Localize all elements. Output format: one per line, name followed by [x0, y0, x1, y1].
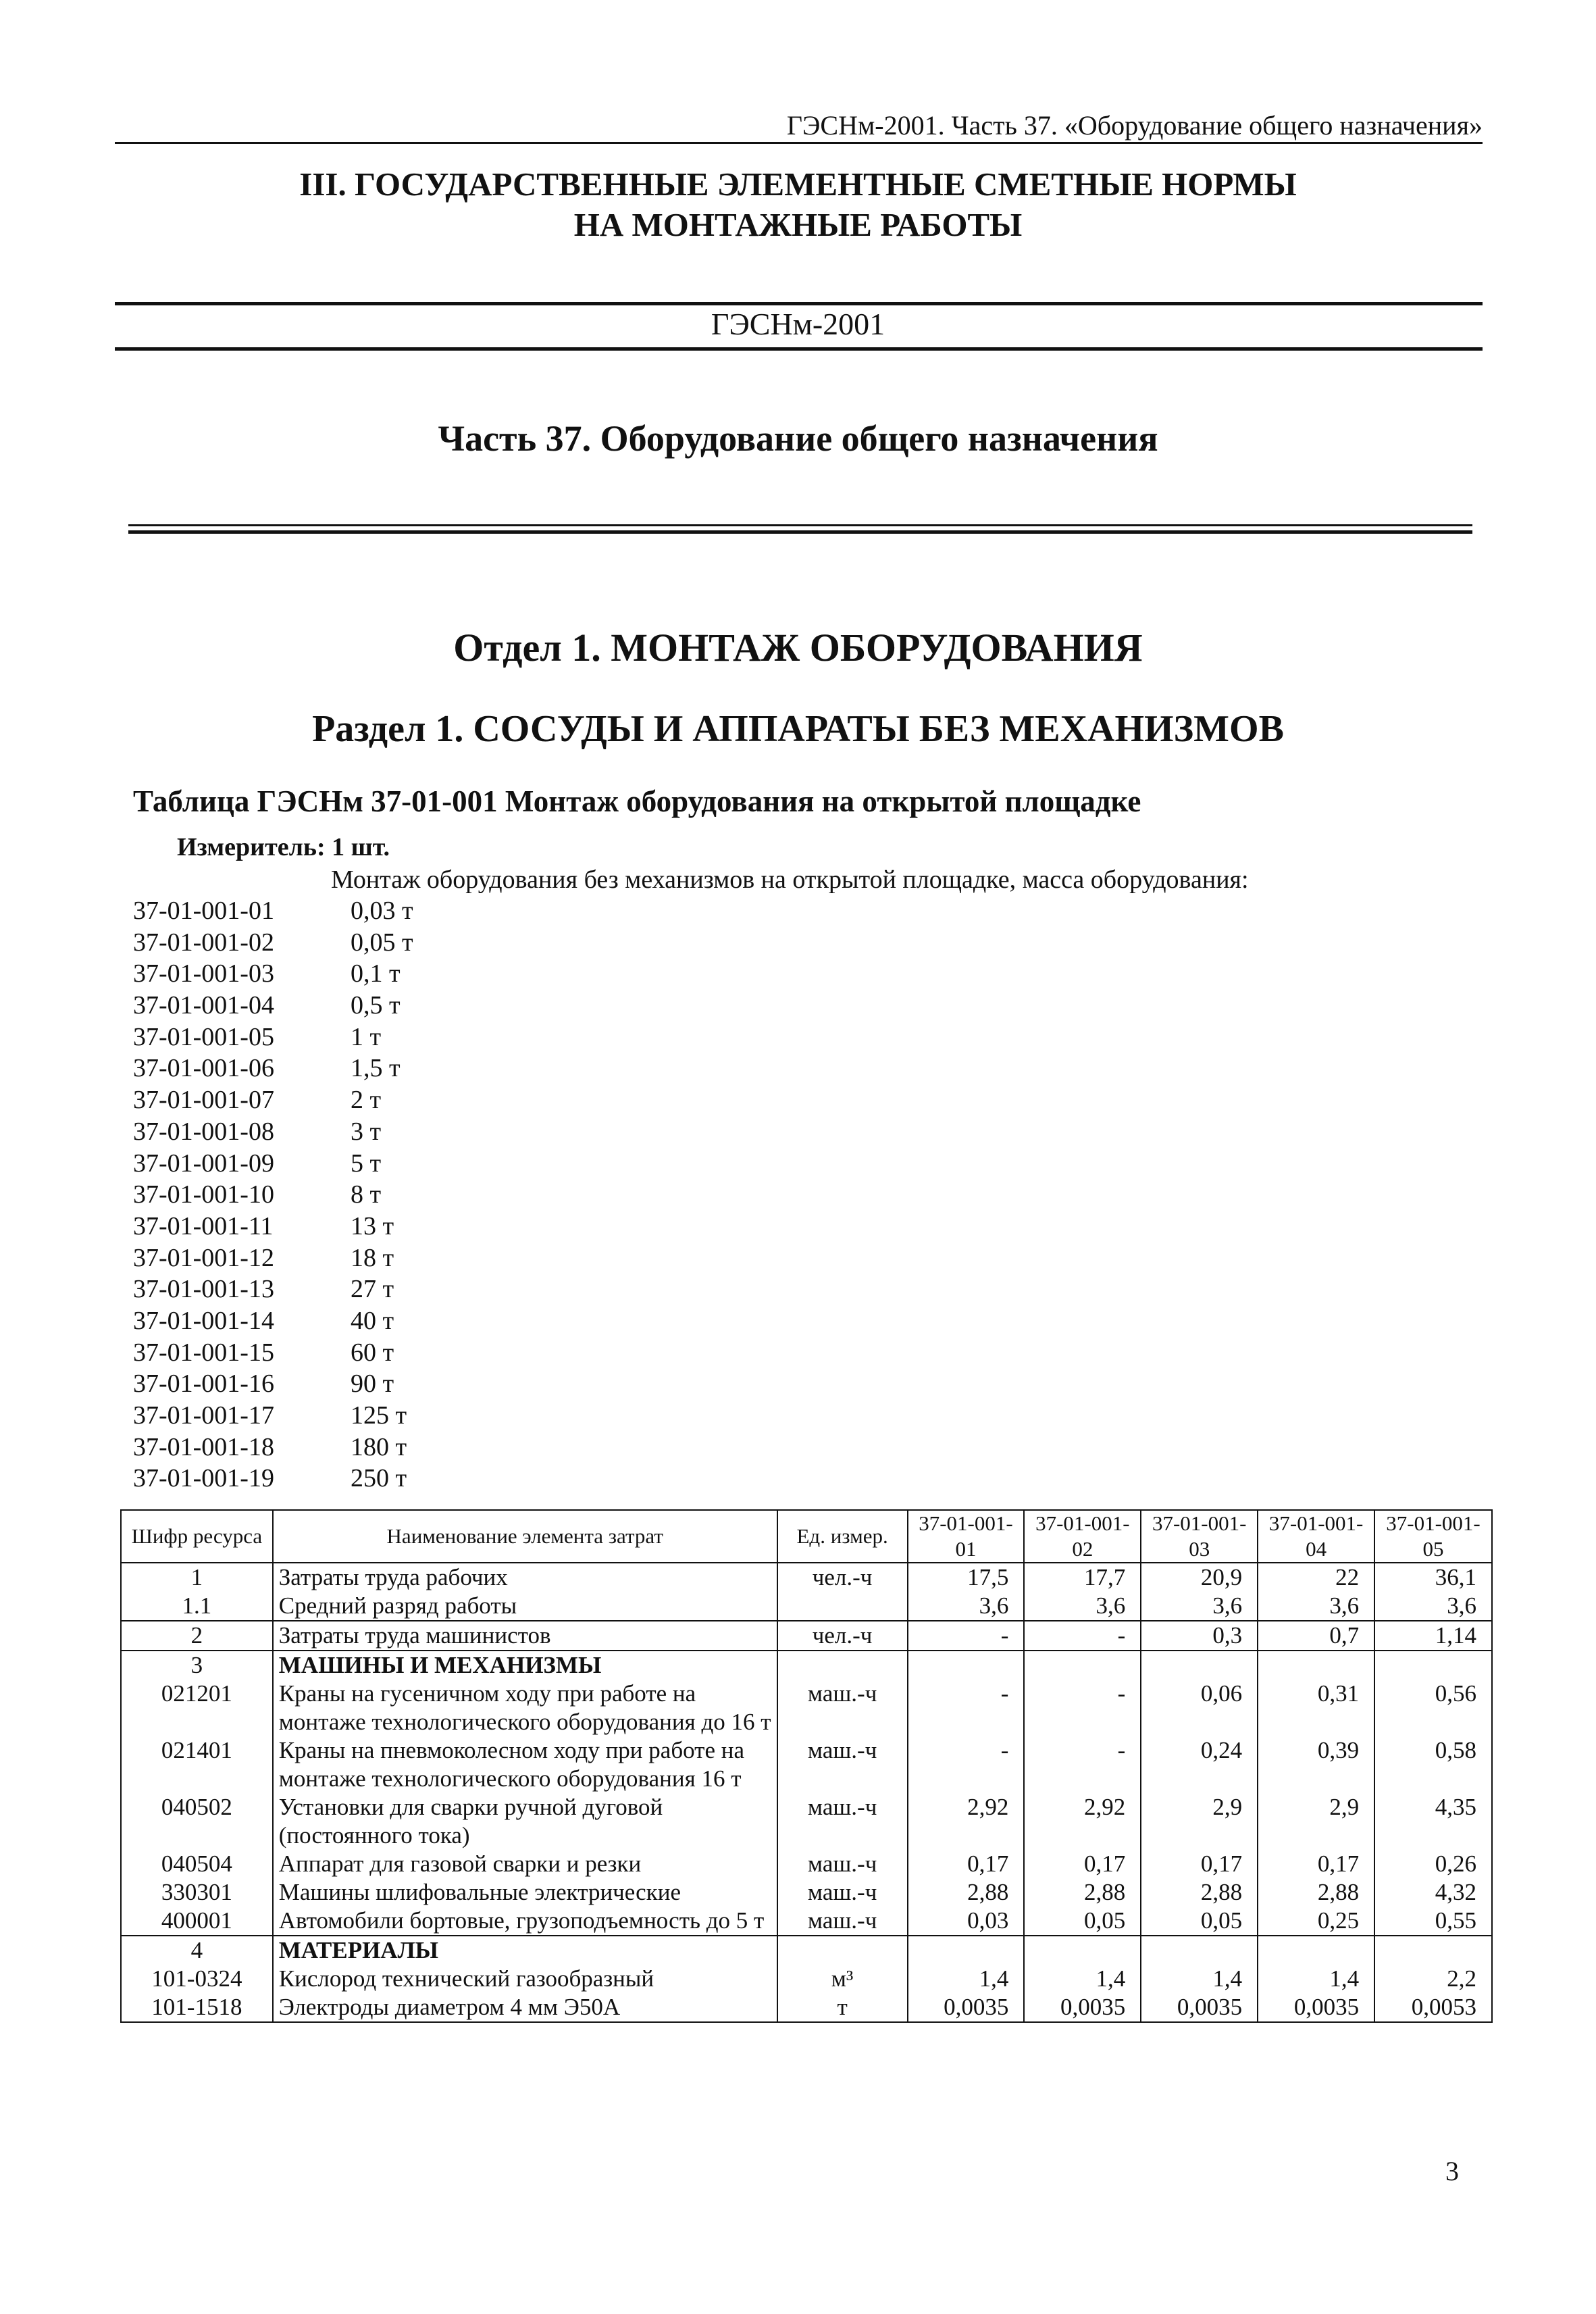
cell-value: 0,56 [1374, 1680, 1492, 1736]
cell-value: 22 [1258, 1563, 1374, 1592]
cell-unit [777, 1936, 908, 1965]
code-list-item [133, 1305, 413, 1337]
code-list [133, 895, 413, 1494]
code-id: 37-01-001-08 [133, 1117, 274, 1146]
cell-name: Затраты труда машинистов [273, 1621, 777, 1651]
cell-unit: маш.-ч [777, 1793, 908, 1850]
cell-name: Краны на пневмоколесном ходу при работе на монтаже технологического оборудования 16 т [273, 1736, 777, 1793]
code-id: 37-01-001-17 [133, 1401, 274, 1430]
cell-code: 1 [121, 1563, 273, 1592]
cell-value: 17,5 [908, 1563, 1025, 1592]
cell-value: 0,3 [1141, 1621, 1258, 1651]
cell-code: 4 [121, 1936, 273, 1965]
cell-unit: чел.-ч [777, 1621, 908, 1651]
table-row [121, 1736, 1492, 1793]
code-id: 37-01-001-19 [133, 1464, 274, 1493]
code-id: 37-01-001-14 [133, 1306, 274, 1335]
cell-value: 0,55 [1374, 1907, 1492, 1936]
cell-value [1141, 1936, 1258, 1965]
code-list-item [133, 1084, 413, 1116]
code-mass: 1,5 т [351, 1054, 401, 1083]
code-list-item [133, 1400, 413, 1432]
cell-unit: маш.-ч [777, 1736, 908, 1793]
code-mass: 250 т [351, 1464, 407, 1493]
cell-value: 0,0035 [908, 1993, 1025, 2022]
cell-name: Машины шлифовальные электрические [273, 1878, 777, 1907]
code-mass: 3 т [351, 1117, 382, 1146]
header-col-5: 37-01-001-05 [1374, 1510, 1492, 1563]
cell-value: 0,17 [1024, 1850, 1141, 1878]
header-code: Шифр ресурса [121, 1510, 273, 1563]
cell-value: 0,05 [1024, 1907, 1141, 1936]
code-list-item [133, 1274, 413, 1305]
cell-code: 1.1 [121, 1592, 273, 1621]
cell-value [1024, 1651, 1141, 1680]
cell-value: 0,26 [1374, 1850, 1492, 1878]
code-list-item [133, 1022, 413, 1053]
cell-value [1258, 1936, 1374, 1965]
code-id: 37-01-001-09 [133, 1149, 274, 1178]
code-mass: 18 т [351, 1243, 394, 1272]
cell-value: 1,4 [1141, 1965, 1258, 1993]
code-id: 37-01-001-04 [133, 991, 274, 1020]
cell-value: 0,0035 [1024, 1993, 1141, 2022]
header-col-4: 37-01-001-04 [1258, 1510, 1374, 1563]
description: Монтаж оборудования без механизмов на открытой площадке, масса оборудования: [331, 865, 1249, 894]
cell-value: - [908, 1621, 1025, 1651]
cell-value: 3,6 [1258, 1592, 1374, 1621]
cell-value: - [1024, 1680, 1141, 1736]
cell-unit: т [777, 1993, 908, 2022]
cell-name: Аппарат для газовой сварки и резки [273, 1850, 777, 1878]
code-id: 37-01-001-05 [133, 1022, 274, 1051]
cell-code: 101-1518 [121, 1993, 273, 2022]
code-list-item [133, 1116, 413, 1148]
cell-value: 0,58 [1374, 1736, 1492, 1793]
table-row [121, 1651, 1492, 1680]
cell-value: 2,92 [1024, 1793, 1141, 1850]
code-id: 37-01-001-12 [133, 1243, 274, 1272]
cell-value: 0,25 [1258, 1907, 1374, 1936]
code-list-item [133, 1148, 413, 1180]
table-row [121, 1592, 1492, 1621]
cell-value: 1,4 [908, 1965, 1025, 1993]
cell-value [908, 1651, 1025, 1680]
cell-value [908, 1936, 1025, 1965]
cell-unit [777, 1592, 908, 1621]
cell-unit: маш.-ч [777, 1850, 908, 1878]
code-list-item [133, 1179, 413, 1211]
cell-code: 2 [121, 1621, 273, 1651]
cell-value: 0,17 [908, 1850, 1025, 1878]
cell-value: 0,17 [1258, 1850, 1374, 1878]
razdel-title: Раздел 1. СОСУДЫ И АППАРАТЫ БЕЗ МЕХАНИЗМОВ [312, 708, 1284, 750]
cell-code: 021401 [121, 1736, 273, 1793]
cell-value: 3,6 [1374, 1592, 1492, 1621]
code-id: 37-01-001-18 [133, 1432, 274, 1461]
code-title: ГЭСНм-2001 [711, 307, 885, 341]
code-list-item [133, 1211, 413, 1242]
cell-unit [777, 1651, 908, 1680]
cell-value: 1,14 [1374, 1621, 1492, 1651]
cell-unit: чел.-ч [777, 1563, 908, 1592]
cell-value: 0,0035 [1258, 1993, 1374, 2022]
cell-value: 4,35 [1374, 1793, 1492, 1850]
code-mass: 8 т [351, 1180, 382, 1209]
cell-name: МАТЕРИАЛЫ [273, 1936, 777, 1965]
cell-value: 0,31 [1258, 1680, 1374, 1736]
code-list-item [133, 1463, 413, 1494]
cell-name: МАШИНЫ И МЕХАНИЗМЫ [273, 1651, 777, 1680]
code-id: 37-01-001-15 [133, 1338, 274, 1367]
cell-unit: маш.-ч [777, 1907, 908, 1936]
header-unit: Ед. измер. [777, 1510, 908, 1563]
code-id: 37-01-001-06 [133, 1054, 274, 1083]
code-title-rule-top [115, 302, 1483, 305]
code-mass: 27 т [351, 1275, 394, 1304]
cell-value: 2,9 [1258, 1793, 1374, 1850]
code-id: 37-01-001-07 [133, 1086, 274, 1115]
code-id: 37-01-001-11 [133, 1211, 274, 1240]
department-title: Отдел 1. МОНТАЖ ОБОРУДОВАНИЯ [453, 626, 1143, 670]
cell-value [1024, 1936, 1141, 1965]
cell-value: 0,39 [1258, 1736, 1374, 1793]
cell-value: 1,4 [1258, 1965, 1374, 1993]
code-mass: 5 т [351, 1149, 382, 1178]
code-list-item [133, 895, 413, 927]
code-mass: 0,5 т [351, 991, 401, 1020]
cell-value: 4,32 [1374, 1878, 1492, 1907]
cell-value: 0,0035 [1141, 1993, 1258, 2022]
code-mass: 13 т [351, 1211, 394, 1240]
code-list-item [133, 1368, 413, 1400]
cell-unit: маш.-ч [777, 1680, 908, 1736]
cell-value: 17,7 [1024, 1563, 1141, 1592]
code-mass: 0,1 т [351, 959, 401, 988]
cell-name: Электроды диаметром 4 мм Э50А [273, 1993, 777, 2022]
code-mass: 2 т [351, 1086, 382, 1115]
cell-value [1374, 1651, 1492, 1680]
code-id: 37-01-001-01 [133, 897, 274, 925]
cell-value: 2,88 [1258, 1878, 1374, 1907]
header-col-2: 37-01-001-02 [1024, 1510, 1141, 1563]
cell-name: Средний разряд работы [273, 1592, 777, 1621]
code-mass: 0,03 т [351, 897, 413, 925]
code-title-rule-bottom [115, 347, 1483, 351]
cell-value: 2,88 [1141, 1878, 1258, 1907]
table-row [121, 1993, 1492, 2022]
header-col-1: 37-01-001-01 [908, 1510, 1025, 1563]
part-rule-2 [128, 530, 1472, 534]
code-list-item [133, 958, 413, 990]
code-mass: 40 т [351, 1306, 394, 1335]
cell-code: 040504 [121, 1850, 273, 1878]
cell-value: 2,92 [908, 1793, 1025, 1850]
cell-name: Установки для сварки ручной дуговой (постоянного тока) [273, 1793, 777, 1850]
section-title [0, 164, 1596, 245]
cell-code: 021201 [121, 1680, 273, 1736]
code-mass: 180 т [351, 1432, 407, 1461]
cell-name: Автомобили бортовые, грузоподъемность до 5 т [273, 1907, 777, 1936]
cell-value: - [908, 1680, 1025, 1736]
code-id: 37-01-001-02 [133, 928, 274, 957]
cell-value: 0,17 [1141, 1850, 1258, 1878]
cell-value: 36,1 [1374, 1563, 1492, 1592]
cost-table [120, 1509, 1493, 2023]
cell-code: 101-0324 [121, 1965, 273, 1993]
cell-value: 0,24 [1141, 1736, 1258, 1793]
cell-code: 3 [121, 1651, 273, 1680]
code-list-item [133, 1337, 413, 1369]
cell-name: Затраты труда рабочих [273, 1563, 777, 1592]
running-header: ГЭСНм-2001. Часть 37. «Оборудование общего назначения» [786, 110, 1483, 141]
cell-value [1258, 1651, 1374, 1680]
code-id: 37-01-001-10 [133, 1180, 274, 1209]
part-rule-1 [128, 524, 1472, 526]
header-rule [115, 142, 1483, 144]
table-row [121, 1563, 1492, 1592]
cell-value: 0,0053 [1374, 1993, 1492, 2022]
code-mass: 125 т [351, 1401, 407, 1430]
table-header-row [121, 1510, 1492, 1563]
code-list-item [133, 1242, 413, 1274]
cell-unit: маш.-ч [777, 1878, 908, 1907]
cell-code: 040502 [121, 1793, 273, 1850]
cell-unit: м³ [777, 1965, 908, 1993]
section-title-line-1: III. ГОСУДАРСТВЕННЫЕ ЭЛЕМЕНТНЫЕ СМЕТНЫЕ НОРМЫ [299, 166, 1297, 203]
code-list-item [133, 1432, 413, 1463]
section-title-line-2: НА МОНТАЖНЫЕ РАБОТЫ [573, 206, 1023, 243]
cell-value [1141, 1651, 1258, 1680]
cell-name: Кислород технический газообразный [273, 1965, 777, 1993]
cell-value [1374, 1936, 1492, 1965]
cell-value: 2,2 [1374, 1965, 1492, 1993]
cell-value: 20,9 [1141, 1563, 1258, 1592]
header-col-3: 37-01-001-03 [1141, 1510, 1258, 1563]
cell-value: 2,88 [908, 1878, 1025, 1907]
code-mass: 90 т [351, 1369, 394, 1399]
code-list-item [133, 927, 413, 959]
table-row [121, 1936, 1492, 1965]
cell-code: 330301 [121, 1878, 273, 1907]
code-mass: 60 т [351, 1338, 394, 1367]
table-row [121, 1878, 1492, 1907]
table-row [121, 1850, 1492, 1878]
cell-value: - [1024, 1736, 1141, 1793]
code-list-item [133, 990, 413, 1022]
header-name: Наименование элемента затрат [273, 1510, 777, 1563]
cell-value: 0,03 [908, 1907, 1025, 1936]
table-row [121, 1680, 1492, 1736]
code-list-item [133, 1053, 413, 1084]
table-title: Таблица ГЭСНм 37-01-001 Монтаж оборудования на открытой площадке [133, 784, 1141, 818]
cell-value: 2,9 [1141, 1793, 1258, 1850]
unit-line: Измеритель: 1 шт. [177, 833, 390, 861]
cell-value: 0,7 [1258, 1621, 1374, 1651]
cell-value: - [1024, 1621, 1141, 1651]
code-id: 37-01-001-03 [133, 959, 274, 988]
code-id: 37-01-001-16 [133, 1369, 274, 1399]
table-row [121, 1793, 1492, 1850]
table-row [121, 1965, 1492, 1993]
table-row [121, 1907, 1492, 1936]
cell-value: 0,06 [1141, 1680, 1258, 1736]
cell-value: 1,4 [1024, 1965, 1141, 1993]
cell-code: 400001 [121, 1907, 273, 1936]
cell-value: 3,6 [908, 1592, 1025, 1621]
code-id: 37-01-001-13 [133, 1275, 274, 1304]
cell-value: 0,05 [1141, 1907, 1258, 1936]
page-number: 3 [1445, 2156, 1459, 2186]
cell-value: 3,6 [1024, 1592, 1141, 1621]
cell-value: 2,88 [1024, 1878, 1141, 1907]
cell-name: Краны на гусеничном ходу при работе на монтаже технологического оборудования до 16 т [273, 1680, 777, 1736]
code-mass: 1 т [351, 1022, 382, 1051]
code-mass: 0,05 т [351, 928, 413, 957]
table-row [121, 1621, 1492, 1651]
part-title: Часть 37. Оборудование общего назначения [438, 418, 1158, 459]
cell-value: 3,6 [1141, 1592, 1258, 1621]
cell-value: - [908, 1736, 1025, 1793]
